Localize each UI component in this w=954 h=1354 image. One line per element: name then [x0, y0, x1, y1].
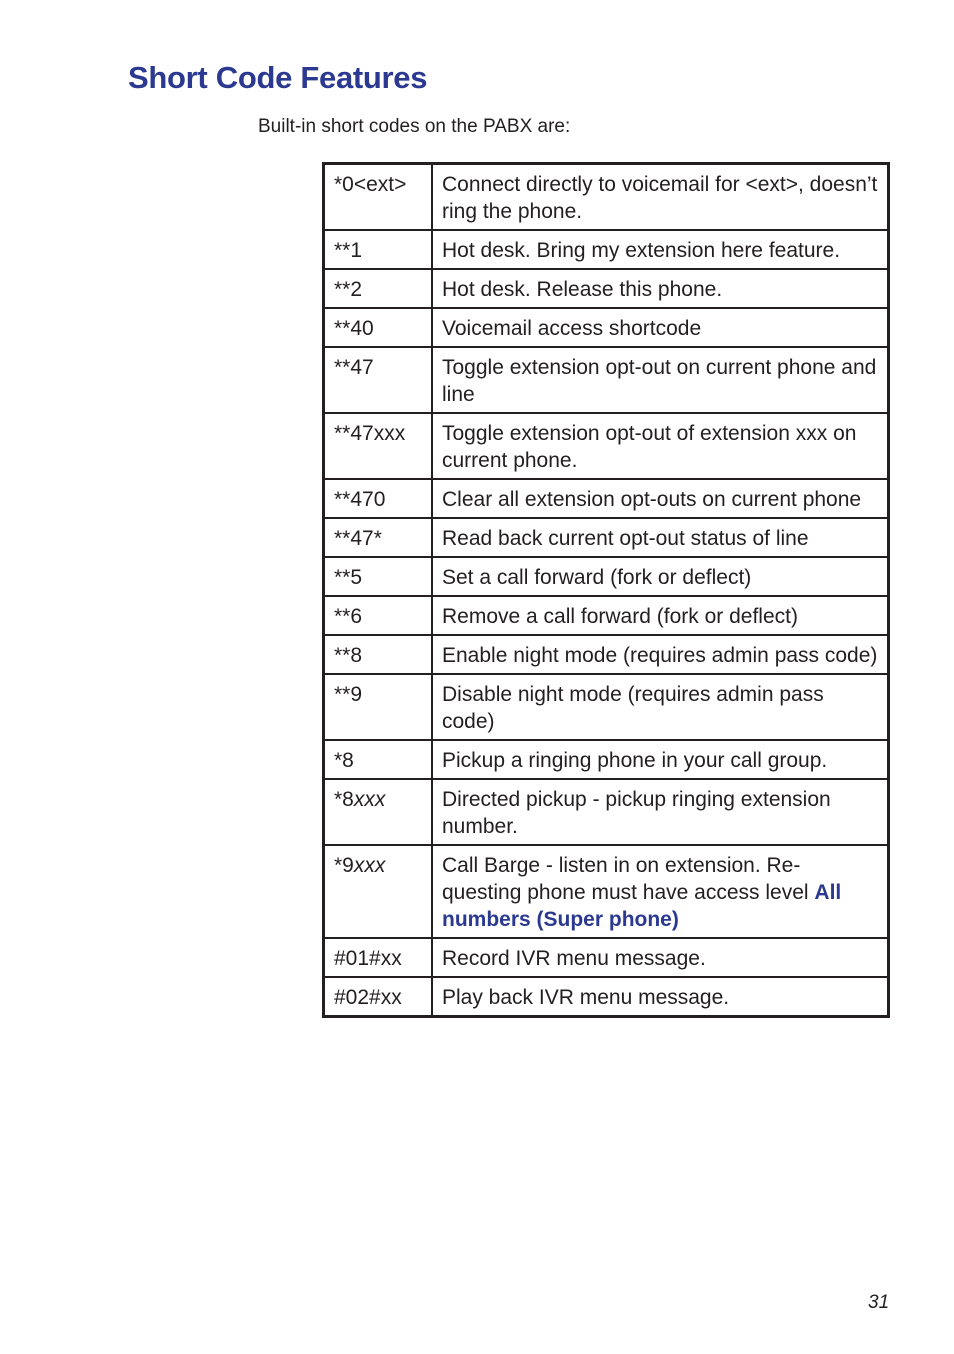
table-row [324, 347, 889, 413]
short-code: **9 [324, 674, 433, 740]
short-code [324, 779, 433, 845]
table-row [324, 518, 889, 557]
table-row [324, 230, 889, 269]
short-code-description: Play back IVR menu message. [432, 977, 889, 1017]
short-code: #02#xx [324, 977, 433, 1017]
short-code: **2 [324, 269, 433, 308]
short-code-description: Toggle extension opt-out on current phone and line [432, 347, 889, 413]
table-row [324, 164, 889, 231]
short-code: **47* [324, 518, 433, 557]
short-code: *0<ext> [324, 164, 433, 231]
short-code: **47 [324, 347, 433, 413]
table-row [324, 413, 889, 479]
description-text: Call Barge - listen in on extension. Re-questing phone must have access level [442, 854, 815, 904]
intro-text: Built-in short codes on the PABX are: [258, 116, 571, 137]
short-code: **470 [324, 479, 433, 518]
short-code-description: Clear all extension opt-outs on current phone [432, 479, 889, 518]
short-code: **6 [324, 596, 433, 635]
short-code: **47xxx [324, 413, 433, 479]
table-row [324, 596, 889, 635]
short-code-description: Disable night mode (requires admin pass code) [432, 674, 889, 740]
table-row [324, 845, 889, 938]
page-title: Short Code Features [128, 60, 428, 95]
short-code-description: Voicemail access shortcode [432, 308, 889, 347]
short-code-prefix: *8 [334, 788, 354, 811]
short-code-description: Enable night mode (requires admin pass code) [432, 635, 889, 674]
table-row [324, 308, 889, 347]
short-code-description: Remove a call forward (fork or deflect) [432, 596, 889, 635]
short-code-prefix: *9 [334, 854, 354, 877]
table-row [324, 779, 889, 845]
short-code: **1 [324, 230, 433, 269]
short-code-description: Toggle extension opt-out of extension xxx on current phone. [432, 413, 889, 479]
short-code-description: Hot desk. Bring my extension here feature. [432, 230, 889, 269]
table-row [324, 557, 889, 596]
table-row [324, 479, 889, 518]
short-code-description [432, 845, 889, 938]
short-code-variable: xxx [353, 854, 386, 877]
short-code-description: Directed pickup - pickup ringing extension number. [432, 779, 889, 845]
table-row [324, 269, 889, 308]
table-row [324, 977, 889, 1017]
short-code-description: Connect directly to voicemail for <ext>, doesn’t ring the phone. [432, 164, 889, 231]
short-code-description: Read back current opt-out status of line [432, 518, 889, 557]
short-code-description: Hot desk. Release this phone. [432, 269, 889, 308]
table-row [324, 740, 889, 779]
short-code-variable: xxx [353, 788, 386, 811]
short-code-description: Pickup a ringing phone in your call group. [432, 740, 889, 779]
page-number: 31 [868, 1292, 890, 1313]
table-row [324, 674, 889, 740]
table-row [324, 635, 889, 674]
short-code: *8 [324, 740, 433, 779]
short-code: #01#xx [324, 938, 433, 977]
short-code [324, 845, 433, 938]
short-code-description: Set a call forward (fork or deflect) [432, 557, 889, 596]
access-level-highlight: All numbers (Super phone) [442, 881, 842, 931]
short-code: **8 [324, 635, 433, 674]
short-code: **40 [324, 308, 433, 347]
short-code: **5 [324, 557, 433, 596]
short-code-description: Record IVR menu message. [432, 938, 889, 977]
short-codes-table [322, 162, 890, 1018]
table-row [324, 938, 889, 977]
